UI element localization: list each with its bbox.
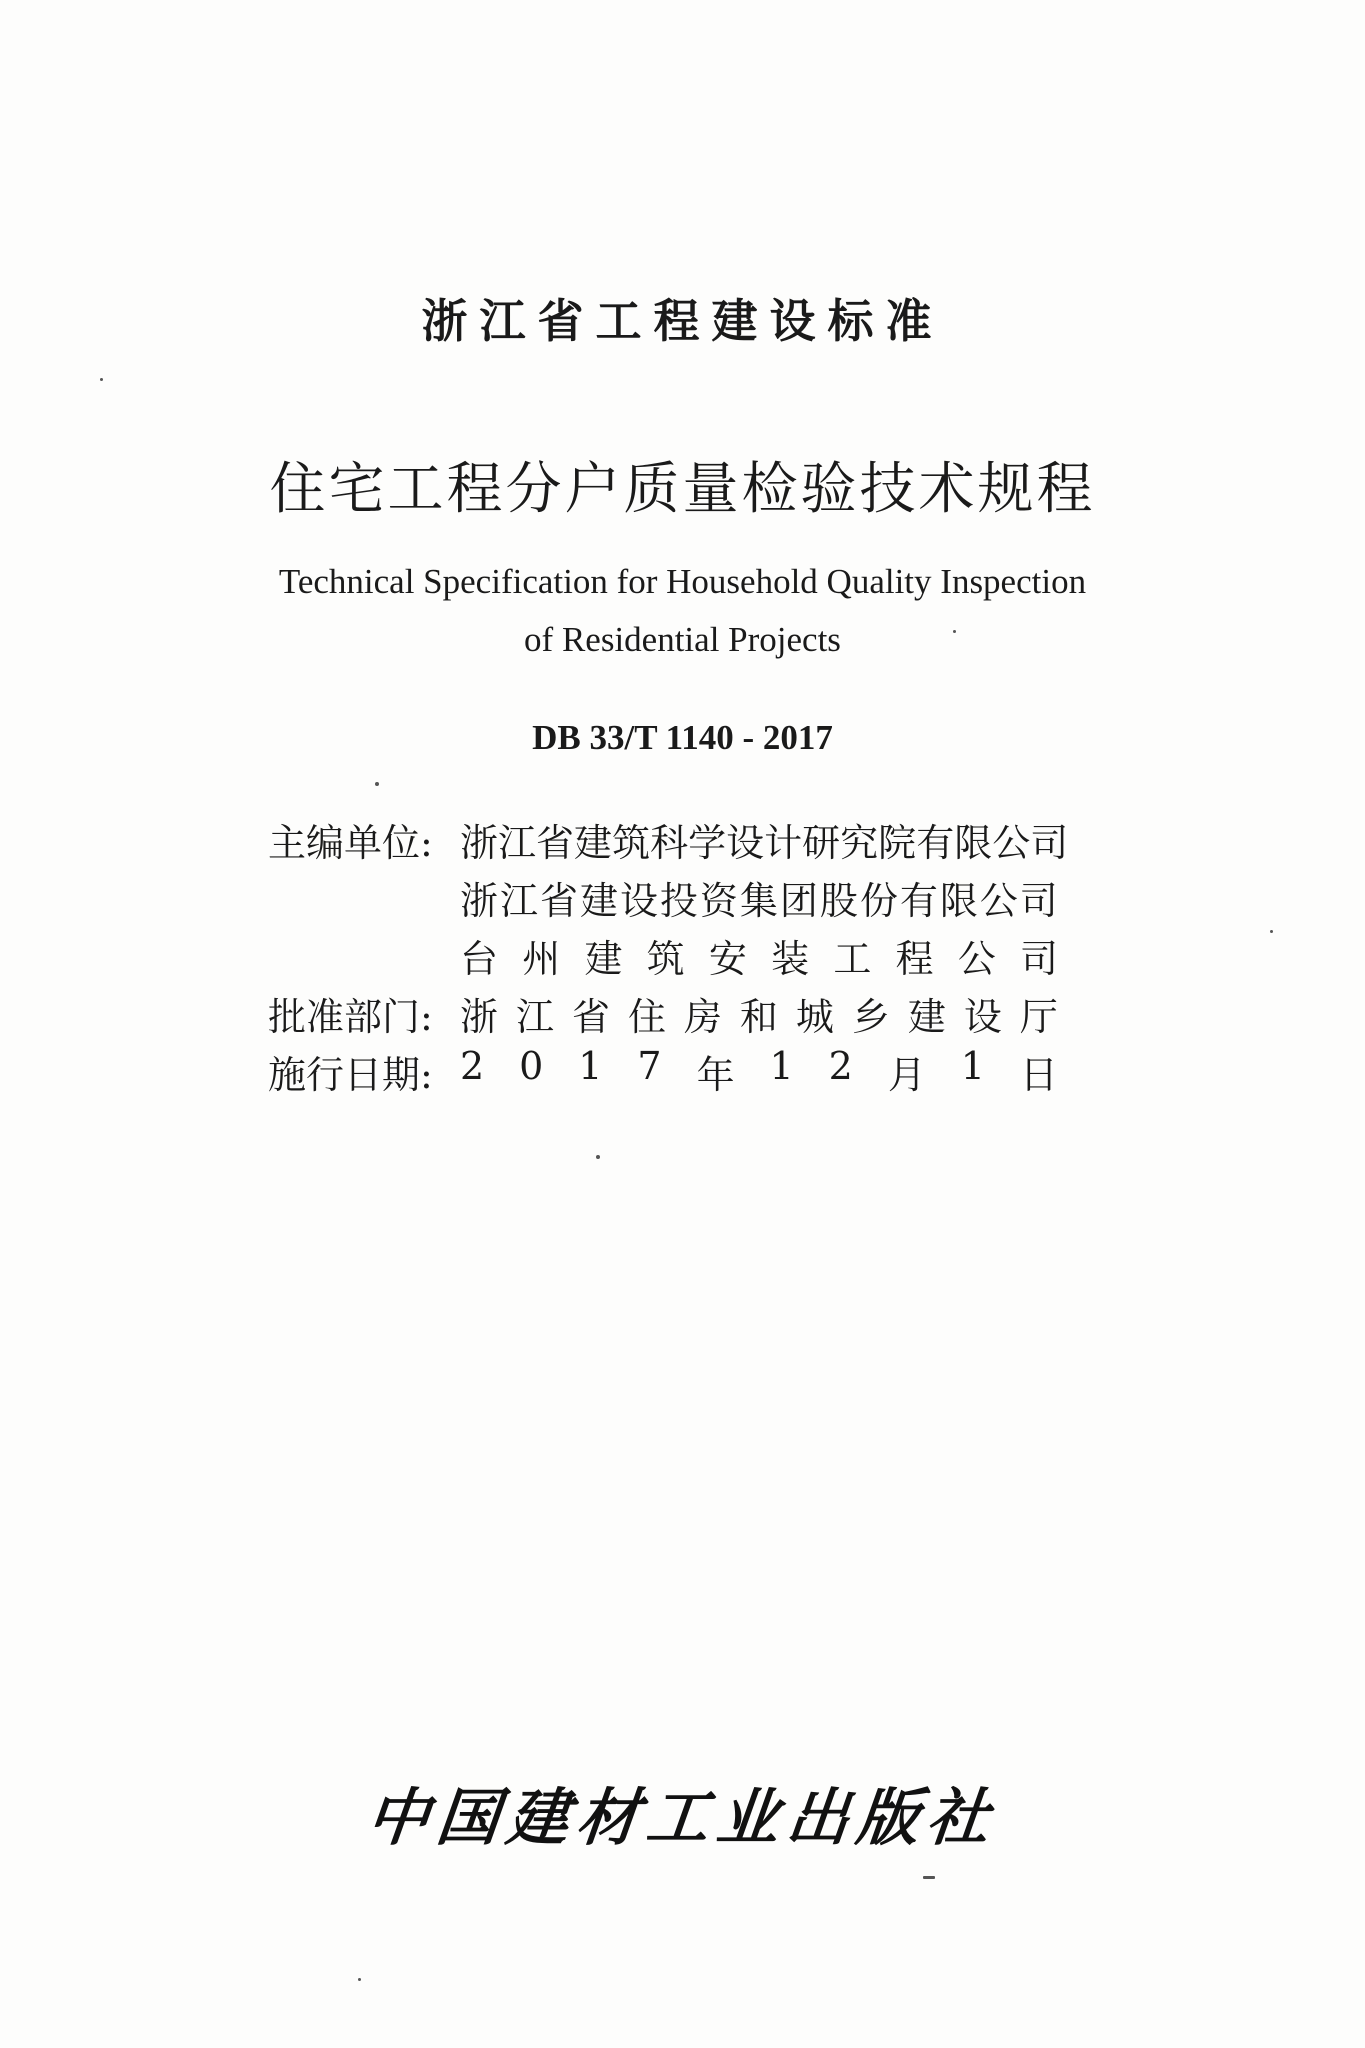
value-char: 设 — [963, 995, 1002, 1039]
editor-value-3 — [460, 928, 1058, 983]
approval-value — [460, 986, 1058, 1041]
approval-label: 批准部门: — [268, 995, 433, 1039]
scan-speck — [923, 1876, 935, 1879]
value-char: 江 — [515, 995, 554, 1039]
editor-row-2 — [268, 870, 1068, 928]
value-char: 筑 — [612, 821, 651, 865]
approval-row — [268, 986, 1068, 1044]
effective-label: 施行日期: — [268, 1053, 433, 1097]
value-char: 建 — [584, 937, 623, 981]
value-char: 股 — [819, 879, 858, 923]
value-char: 0 — [519, 1044, 544, 1088]
value-char: 月 — [887, 1053, 926, 1097]
value-char: 计 — [764, 821, 803, 865]
value-char: 2 — [460, 1044, 485, 1088]
scan-speck — [596, 1155, 600, 1159]
title-chinese: 住宅工程分户质量检验技术规程 — [269, 457, 1096, 522]
value-char: 省 — [539, 879, 578, 923]
scan-speck — [375, 782, 379, 786]
value-char: 7 — [637, 1044, 662, 1088]
value-char: 学 — [688, 821, 727, 865]
value-char: 省 — [536, 821, 575, 865]
value-char: 和 — [739, 995, 778, 1039]
title-english-line1: Technical Specification for Household Quality Inspection — [278, 562, 1087, 601]
value-char: 限 — [954, 821, 993, 865]
value-char: 装 — [771, 937, 810, 981]
value-char: 设 — [619, 879, 658, 923]
value-char: 公 — [957, 937, 996, 981]
value-char: 省 — [571, 995, 610, 1039]
editor-row-1 — [268, 812, 1068, 870]
value-char: 浙 — [460, 821, 499, 865]
editor-value-1 — [460, 812, 1069, 867]
value-char: 安 — [708, 937, 747, 981]
value-char: 究 — [840, 821, 879, 865]
value-char: 资 — [699, 879, 738, 923]
editor-label: 主编单位: — [268, 821, 433, 865]
title-english-line2: of Residential Projects — [524, 620, 841, 659]
value-char: 日 — [1019, 1053, 1058, 1097]
scan-speck — [953, 630, 956, 633]
value-char: 1 — [960, 1044, 985, 1088]
value-char: 1 — [769, 1044, 794, 1088]
value-char: 城 — [795, 995, 834, 1039]
value-char: 浙 — [460, 995, 499, 1039]
scan-speck — [1270, 930, 1273, 933]
value-char: 台 — [460, 937, 499, 981]
value-char: 团 — [779, 879, 818, 923]
value-char: 科 — [650, 821, 689, 865]
value-char: 司 — [1030, 821, 1069, 865]
value-char: 建 — [579, 879, 618, 923]
value-char: 年 — [696, 1053, 735, 1097]
value-char: 工 — [833, 937, 872, 981]
publisher-logo: 中国建材工业出版社 — [363, 1781, 1001, 1854]
value-char: 设 — [726, 821, 765, 865]
value-char: 院 — [878, 821, 917, 865]
value-char: 集 — [739, 879, 778, 923]
value-char: 程 — [895, 937, 934, 981]
value-char: 建 — [907, 995, 946, 1039]
value-char: 2 — [828, 1044, 853, 1088]
standard-code: DB 33/T 1140 - 2017 — [532, 718, 833, 757]
value-char: 乡 — [851, 995, 890, 1039]
value-char: 江 — [498, 821, 537, 865]
effective-date-row — [268, 1044, 1068, 1102]
effective-date-value — [460, 1044, 1058, 1099]
value-char: 公 — [992, 821, 1031, 865]
value-char: 州 — [522, 937, 561, 981]
value-char: 司 — [1019, 937, 1058, 981]
value-char: 住 — [627, 995, 666, 1039]
scan-speck — [100, 378, 103, 381]
series-title: 浙江省工程建设标准 — [421, 294, 944, 348]
value-char: 司 — [1019, 879, 1058, 923]
value-char: 有 — [899, 879, 938, 923]
value-char: 建 — [574, 821, 613, 865]
value-char: 浙 — [460, 879, 499, 923]
value-char: 厅 — [1019, 995, 1058, 1039]
editor-row-3 — [268, 928, 1068, 986]
value-char: 有 — [916, 821, 955, 865]
value-char: 份 — [859, 879, 898, 923]
value-char: 1 — [578, 1044, 603, 1088]
value-char: 研 — [802, 821, 841, 865]
value-char: 筑 — [646, 937, 685, 981]
editor-value-2 — [460, 870, 1058, 925]
value-char: 江 — [499, 879, 538, 923]
value-char: 房 — [683, 995, 722, 1039]
scan-speck — [358, 1978, 361, 1981]
value-char: 投 — [659, 879, 698, 923]
value-char: 公 — [979, 879, 1018, 923]
value-char: 限 — [939, 879, 978, 923]
